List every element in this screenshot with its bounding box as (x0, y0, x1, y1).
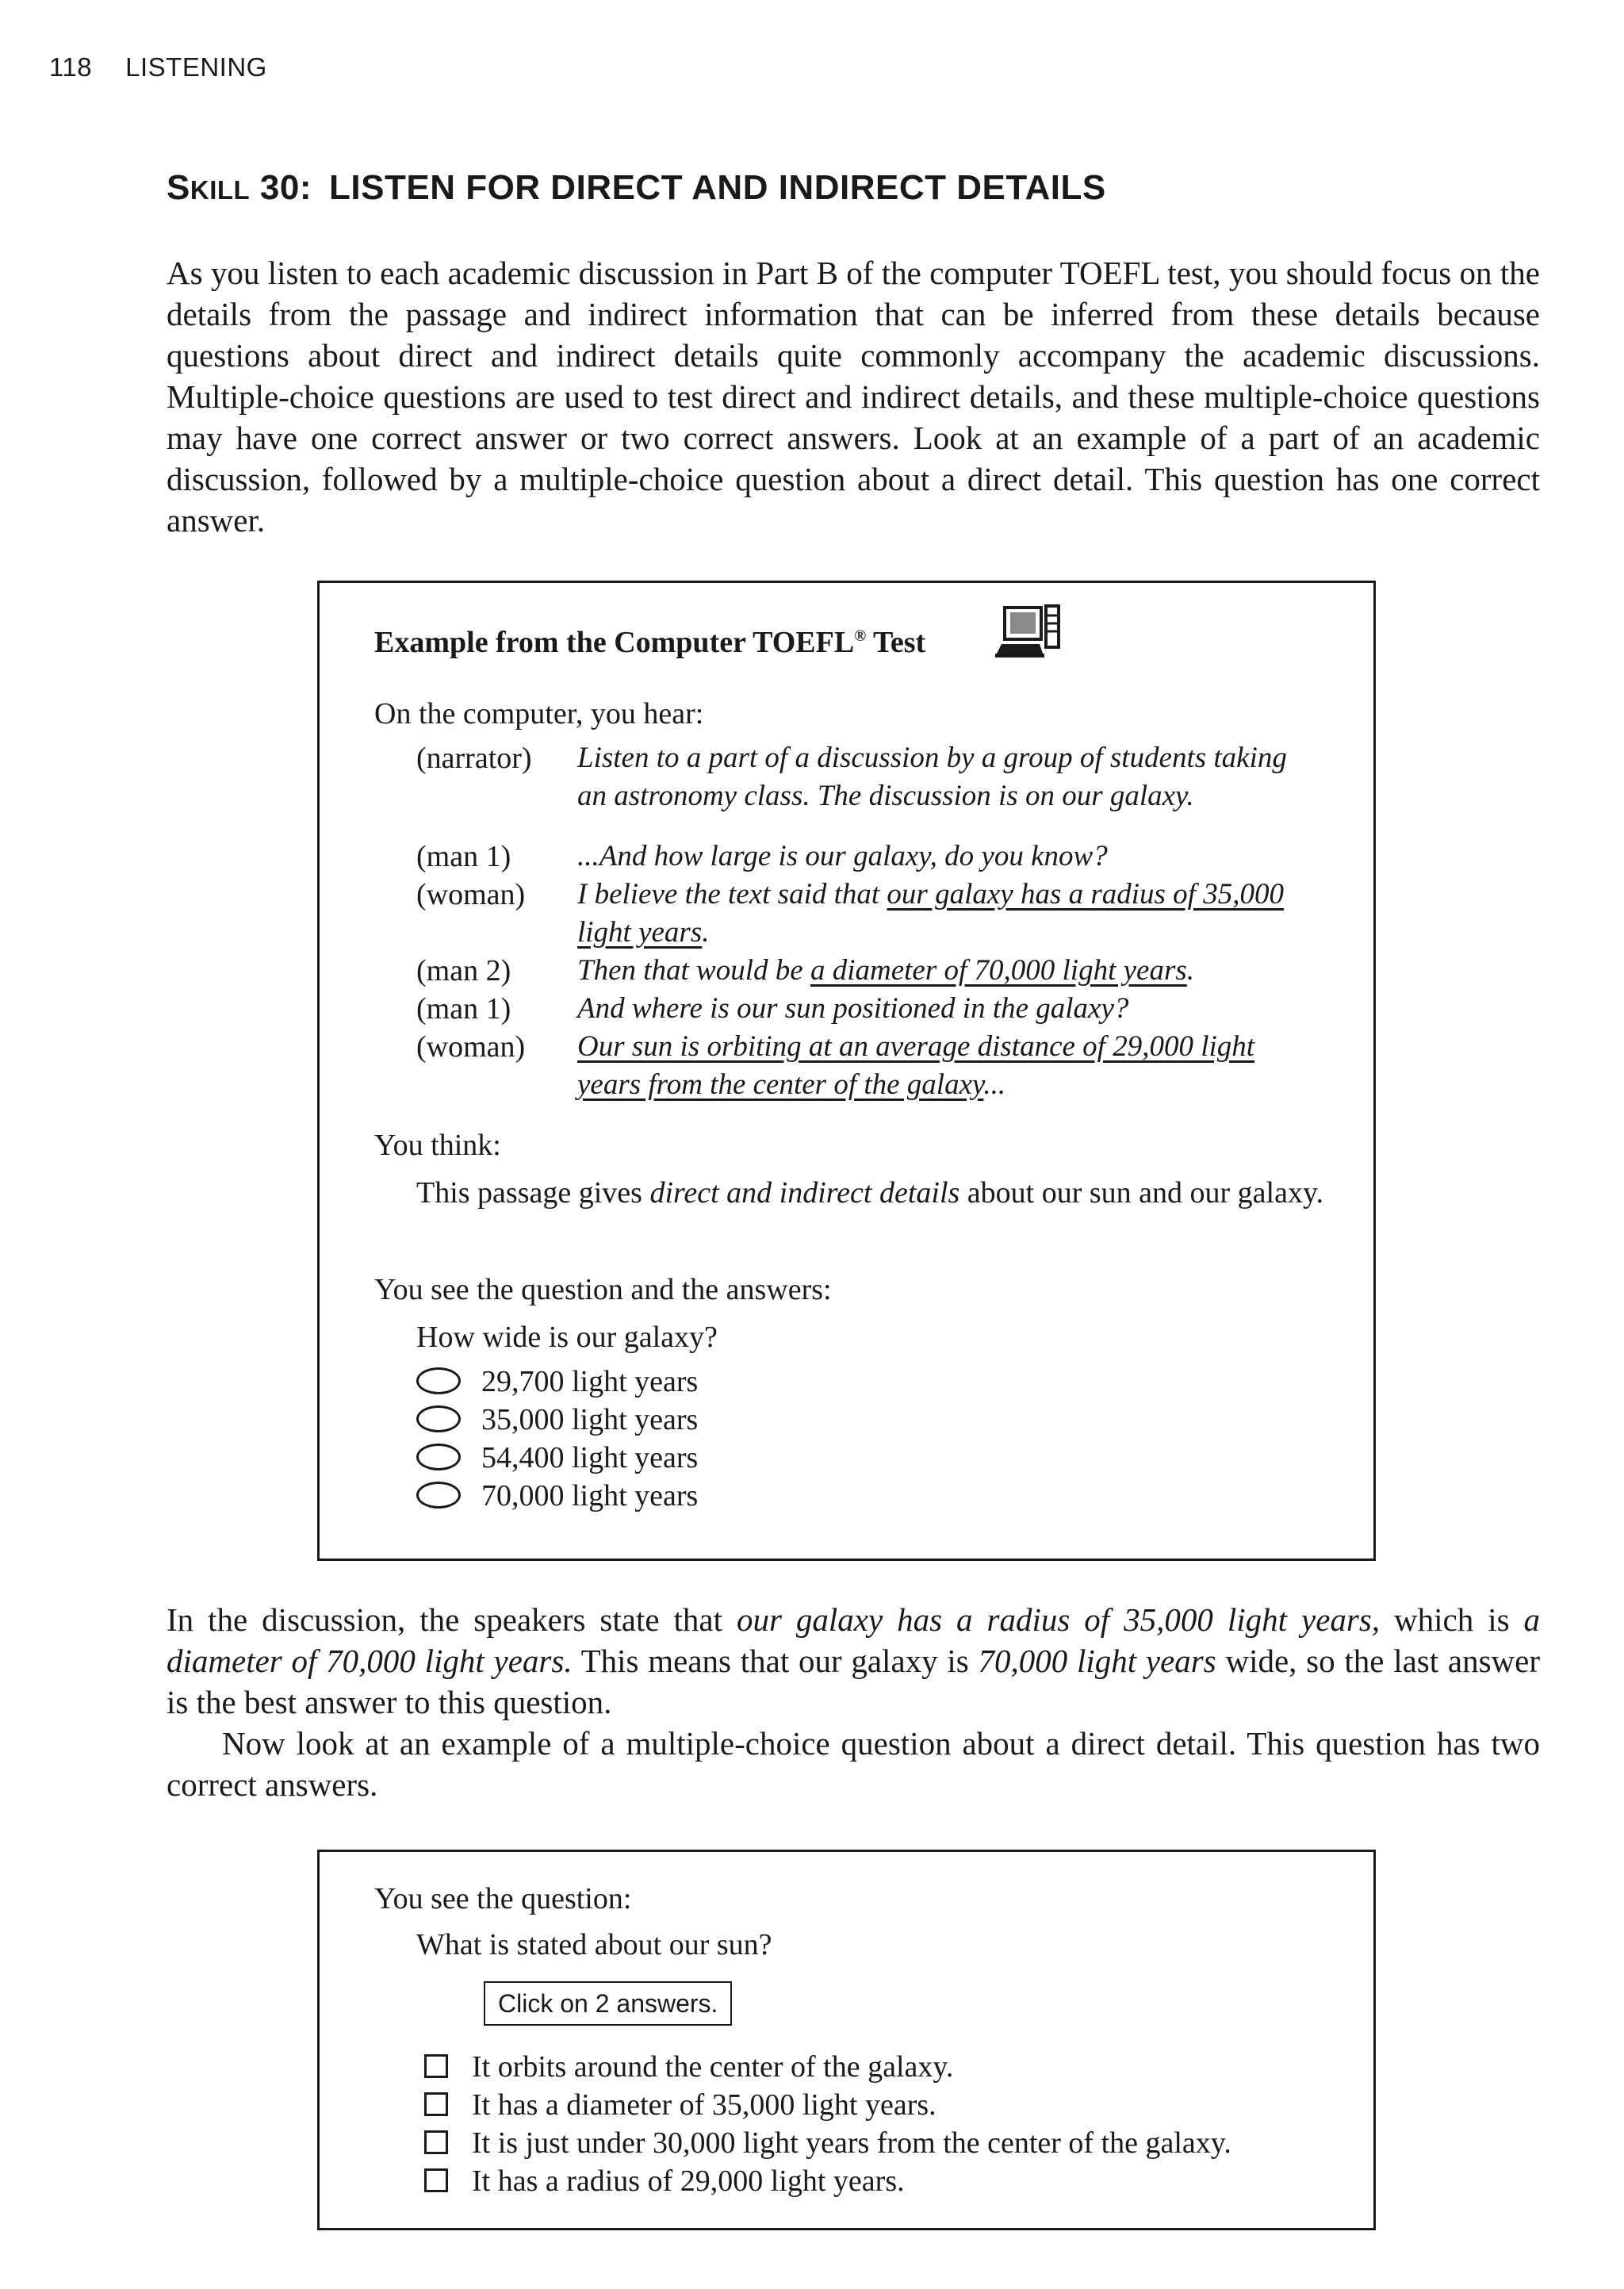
dialogue-line: And where is our sun positioned in the galaxy? (577, 992, 1129, 1025)
click-instruction: Click on 2 answers. (484, 1981, 732, 2026)
dialogue-line: ...And how large is our galaxy, do you know? (577, 840, 1108, 872)
question-text: How wide is our galaxy? (416, 1321, 718, 1354)
question-label: You see the question and the answers: (374, 1273, 832, 1306)
question-label: You see the question: (374, 1882, 632, 1915)
answer-checkbox-option[interactable]: It orbits around the center of the galaxy. (424, 2048, 953, 2086)
checkbox-icon[interactable] (424, 2168, 448, 2192)
answer-checkbox-option[interactable]: It has a diameter of 35,000 light years. (424, 2086, 936, 2124)
explanation-paragraph: In the discussion, the speakers state that our galaxy has a radius of 35,000 light years, which is a diameter of 70,000 light years. This means that our galaxy is 70,000 light years wide, so the last answer is the best answer to this question. (167, 1601, 1541, 1720)
computer-icon (994, 603, 1070, 660)
example-title: Example from the Computer TOEFL® Test (374, 626, 926, 659)
next-paragraph: Now look at an example of a multiple-choice question about a direct detail. This question has two correct answers. (167, 1725, 1540, 1803)
dialogue-line: Listen to a part of a discussion by a group of students taking an astronomy class. The discussion is on our galaxy. (577, 742, 1287, 812)
speaker-label: (man 1) (416, 992, 511, 1026)
answer-checkbox-option[interactable]: It is just under 30,000 light years from the center of the galaxy. (424, 2124, 1231, 2162)
checkbox-icon[interactable] (424, 2130, 448, 2154)
answer-option[interactable]: 70,000 light years (416, 1477, 698, 1515)
dialogue-line: Our sun is orbiting at an average distance of 29,000 light years from the center of the galaxy... (577, 1030, 1255, 1101)
dialogue-line: I believe the text said that our galaxy has a radius of 35,000 light years. (577, 878, 1284, 949)
section-name: LISTENING (125, 52, 267, 82)
skill-label: SKILL 30: (167, 168, 312, 207)
speaker-label: (man 2) (416, 954, 511, 987)
checkbox-icon[interactable] (424, 2054, 448, 2078)
radio-icon[interactable] (416, 1405, 461, 1432)
radio-icon[interactable] (416, 1367, 461, 1394)
page-number: 118 (49, 52, 93, 82)
radio-icon[interactable] (416, 1444, 461, 1470)
checkbox-icon[interactable] (424, 2092, 448, 2116)
skill-title (167, 168, 1106, 208)
running-header (49, 52, 267, 82)
skill-heading: LISTEN FOR DIRECT AND INDIRECT DETAILS (329, 168, 1106, 207)
speaker-label: (man 1) (416, 840, 511, 873)
radio-icon[interactable] (416, 1482, 461, 1509)
intro-paragraph: As you listen to each academic discussion in Part B of the computer TOEFL test, you should focus on the details from the passage and indirect information that can be inferred from these details because questions about direct and indirect details quite commonly accompany the academic discussions. Multiple-choice questions are used to test direct and indirect details, and these multiple-choice questions may have one correct answer or two correct answers. Look at an example of a part of an academic discussion, followed by a multiple-choice question about a direct detail. This question has one correct answer. (167, 255, 1540, 539)
question-text: What is stated about our sun? (416, 1928, 772, 1961)
answer-option[interactable]: 35,000 light years (416, 1401, 698, 1439)
hear-label: On the computer, you hear: (374, 697, 704, 730)
answer-option[interactable]: 29,700 light years (416, 1363, 698, 1401)
answer-option[interactable]: 54,400 light years (416, 1439, 698, 1477)
speaker-label: (woman) (416, 1030, 526, 1064)
think-label: You think: (374, 1129, 501, 1162)
dialogue-line: Then that would be a diameter of 70,000 light years. (577, 954, 1194, 987)
think-text: This passage gives direct and indirect details about our sun and our galaxy. (416, 1176, 1324, 1210)
answer-checkbox-option[interactable]: It has a radius of 29,000 light years. (424, 2162, 905, 2200)
speaker-label: (woman) (416, 878, 526, 911)
speaker-label: (narrator) (416, 742, 532, 775)
